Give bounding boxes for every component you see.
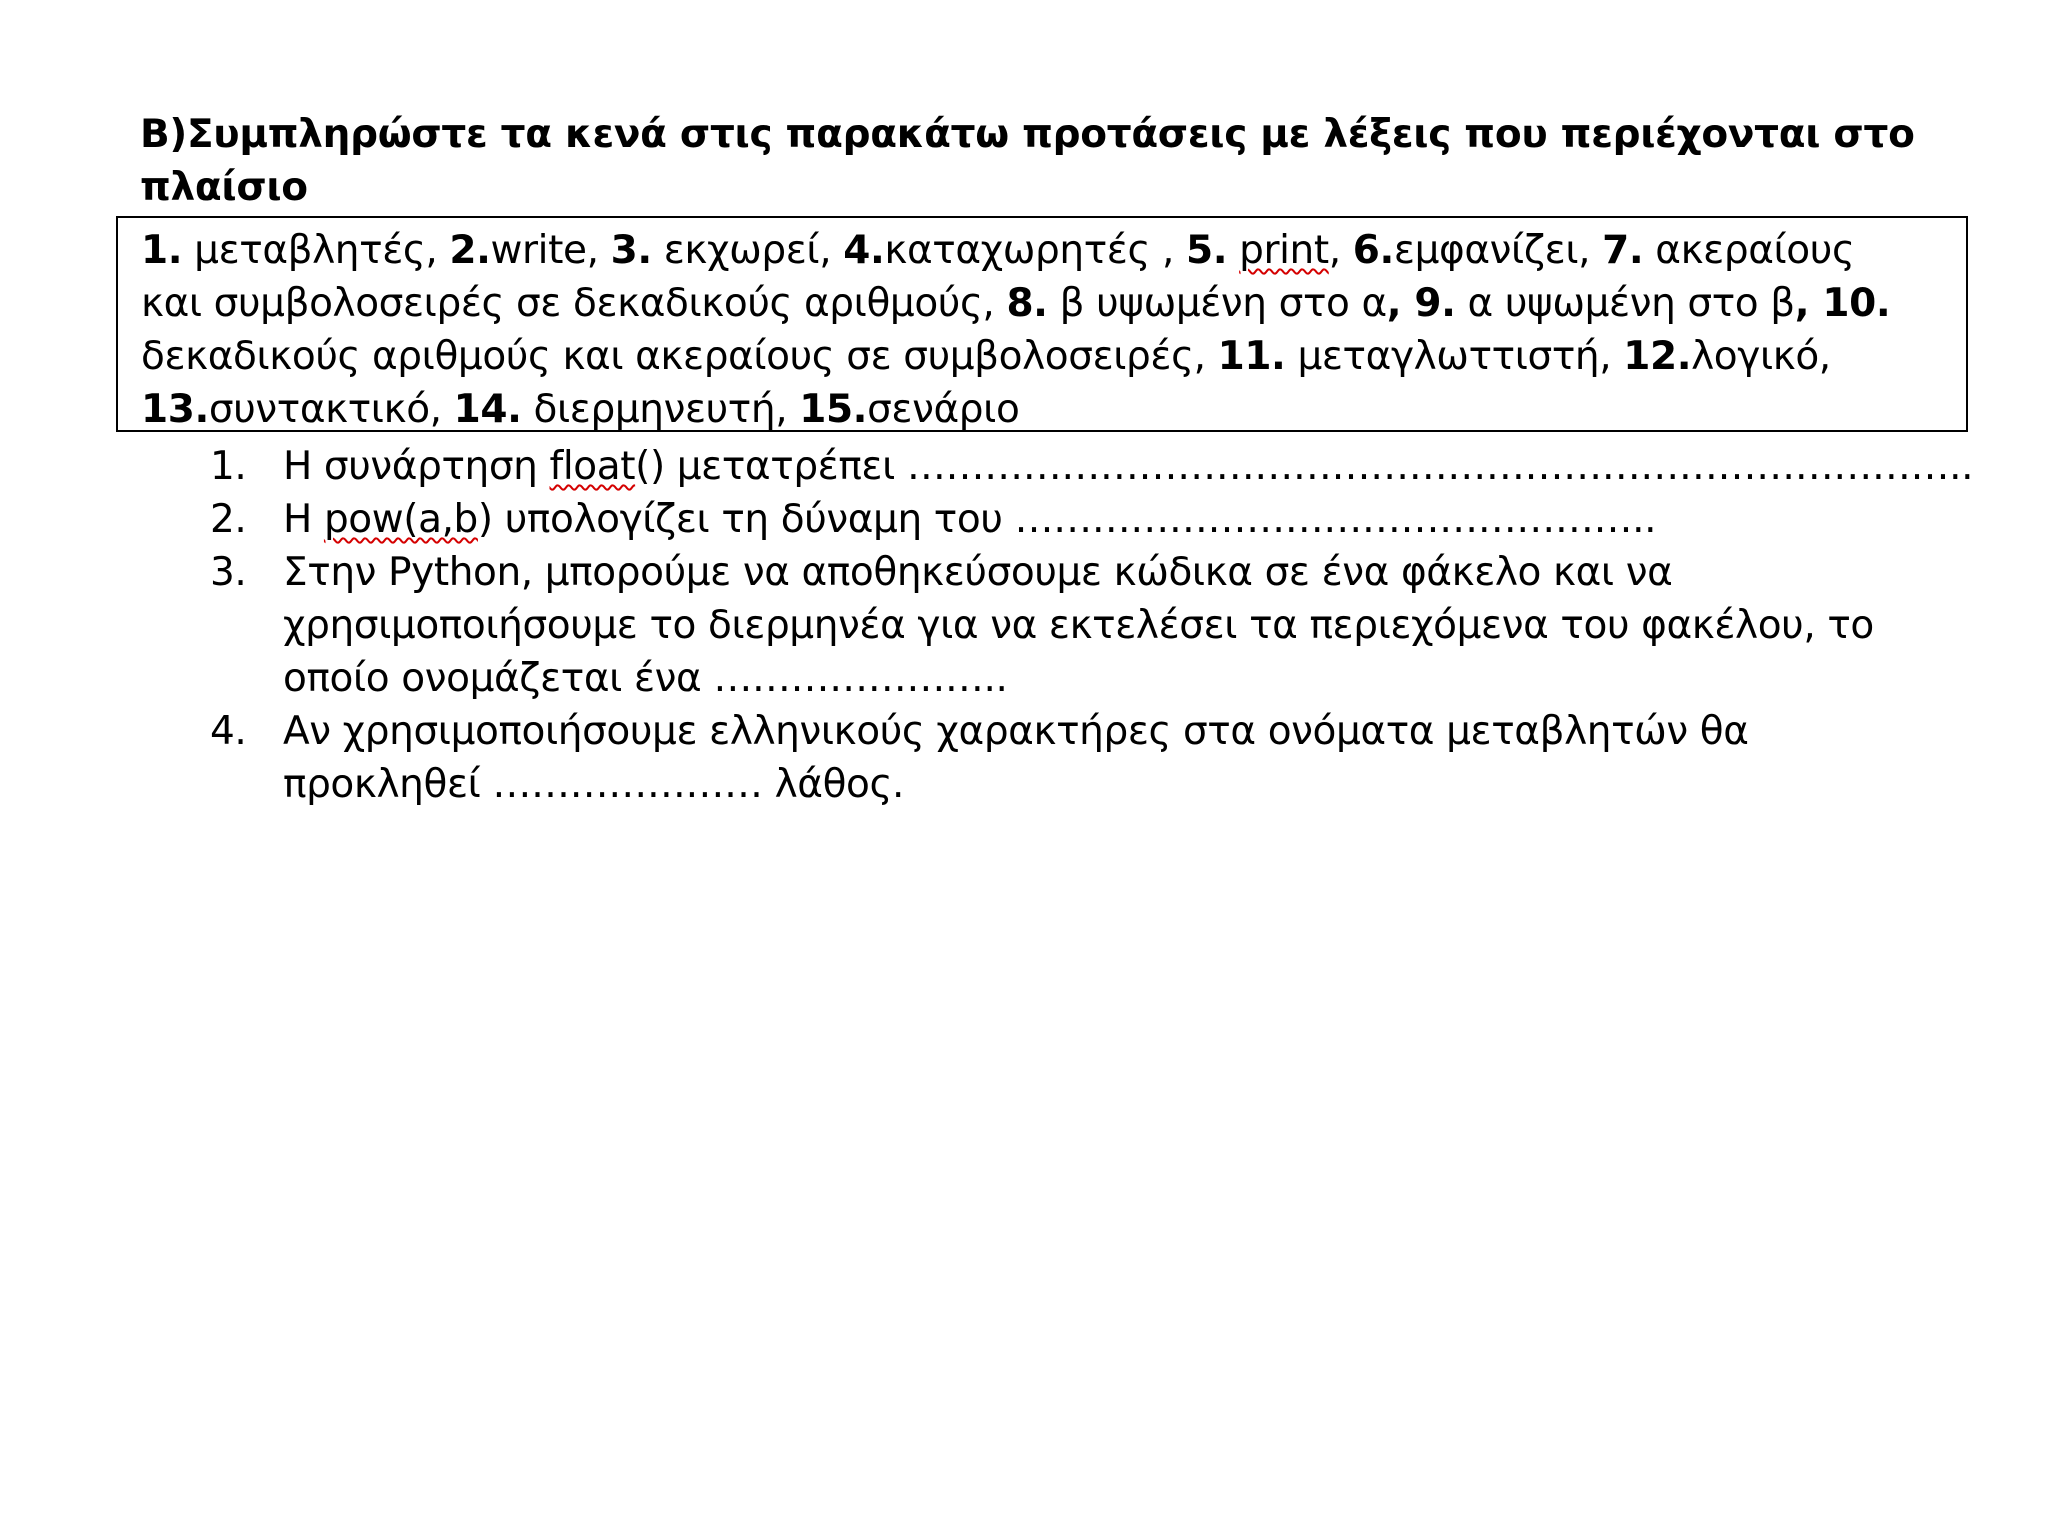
word-bank-line-2 [141,277,1946,330]
question-text: ) υπολογίζει τη δύναμη του ………………………………………….. [477,497,1657,542]
word-text: α υψωμένη στο β [1455,281,1795,326]
question-item [200,440,1974,493]
word-number: 14. [453,387,522,432]
word-bank-line-1 [141,224,1946,277]
question-line: Αν χρησιμοποιήσουμε ελληνικούς χαρακτήρες στα ονόματα μεταβλητών θα [283,709,1749,754]
question-line: προκληθεί ………………… λάθος. [283,762,905,807]
heading-line-1: Β)Συμπληρώστε τα κενά στις παρακάτω προτάσεις με λέξεις που περιέχονται στο [140,112,1915,157]
word-text: δεκαδικούς αριθμούς και ακεραίους σε συμβολοσειρές, [141,334,1218,379]
word-number: , 9. [1386,281,1456,326]
word-number: 12. [1623,334,1692,379]
word-text: καταχωρητές , [884,228,1186,273]
word-bank-line-4 [141,383,1946,436]
question-line: οποίο ονομάζεται ένα ………………….. [283,656,1008,701]
word-text [1227,228,1239,273]
word-number: 8. [1006,281,1048,326]
word-bank-line-3 [141,330,1946,383]
exercise-heading [140,108,1940,214]
word-number: 1. [141,228,183,273]
question-number: 3. [210,550,247,595]
word-number: 13. [141,387,209,432]
word-text: εκχωρεί, [651,228,844,273]
word-bank-box [116,216,1968,432]
word-number: 7. [1602,228,1644,273]
question-number: 1. [210,444,247,489]
spellcheck-word: print [1239,228,1329,273]
word-text: , [1328,228,1353,273]
word-text: ακεραίους [1643,228,1855,273]
word-text: μεταγλωττιστή, [1285,334,1624,379]
question-text: Η συνάρτηση [283,444,550,489]
word-text: σενάριο [867,387,1020,432]
question-item [200,546,1920,705]
questions-list [200,440,1974,811]
word-number: 15. [799,387,868,432]
word-text: εμφανίζει, [1393,228,1603,273]
question-line: Στην Python, μπορούμε να αποθηκεύσουμε κώδικα σε ένα φάκελο και να [283,550,1673,595]
word-text: μεταβλητές, [182,228,450,273]
question-text: Η [283,497,324,542]
question-number: 2. [210,497,247,542]
word-text: λογικό, [1691,334,1831,379]
word-number: 11. [1217,334,1286,379]
question-number: 4. [210,709,247,754]
question-line [283,440,1974,493]
question-line: χρησιμοποιήσουμε το διερμηνέα για να εκτελέσει τα περιεχόμενα του φακέλου, το [283,603,1874,648]
word-number: , 10. [1794,281,1891,326]
spellcheck-word: pow(a,b [323,497,478,542]
question-text: () μετατρέπει ……………………………………………………………………….. [635,444,1974,489]
question-item [200,705,1920,811]
word-number: 6. [1352,228,1394,273]
word-text: και συμβολοσειρές σε δεκαδικούς αριθμούς, [141,281,1007,326]
word-text: write, [490,228,611,273]
spellcheck-word: float [549,444,636,489]
word-number: 4. [843,228,885,273]
word-number: 5. [1185,228,1228,273]
question-item [200,493,1920,546]
word-text: συντακτικό, [208,387,454,432]
word-text: διερμηνευτή, [521,387,800,432]
word-text: β υψωμένη στο α [1047,281,1387,326]
heading-line-2: πλαίσιο [140,165,308,210]
word-number: 2. [449,228,491,273]
word-number: 3. [610,228,652,273]
question-line [283,493,1920,546]
